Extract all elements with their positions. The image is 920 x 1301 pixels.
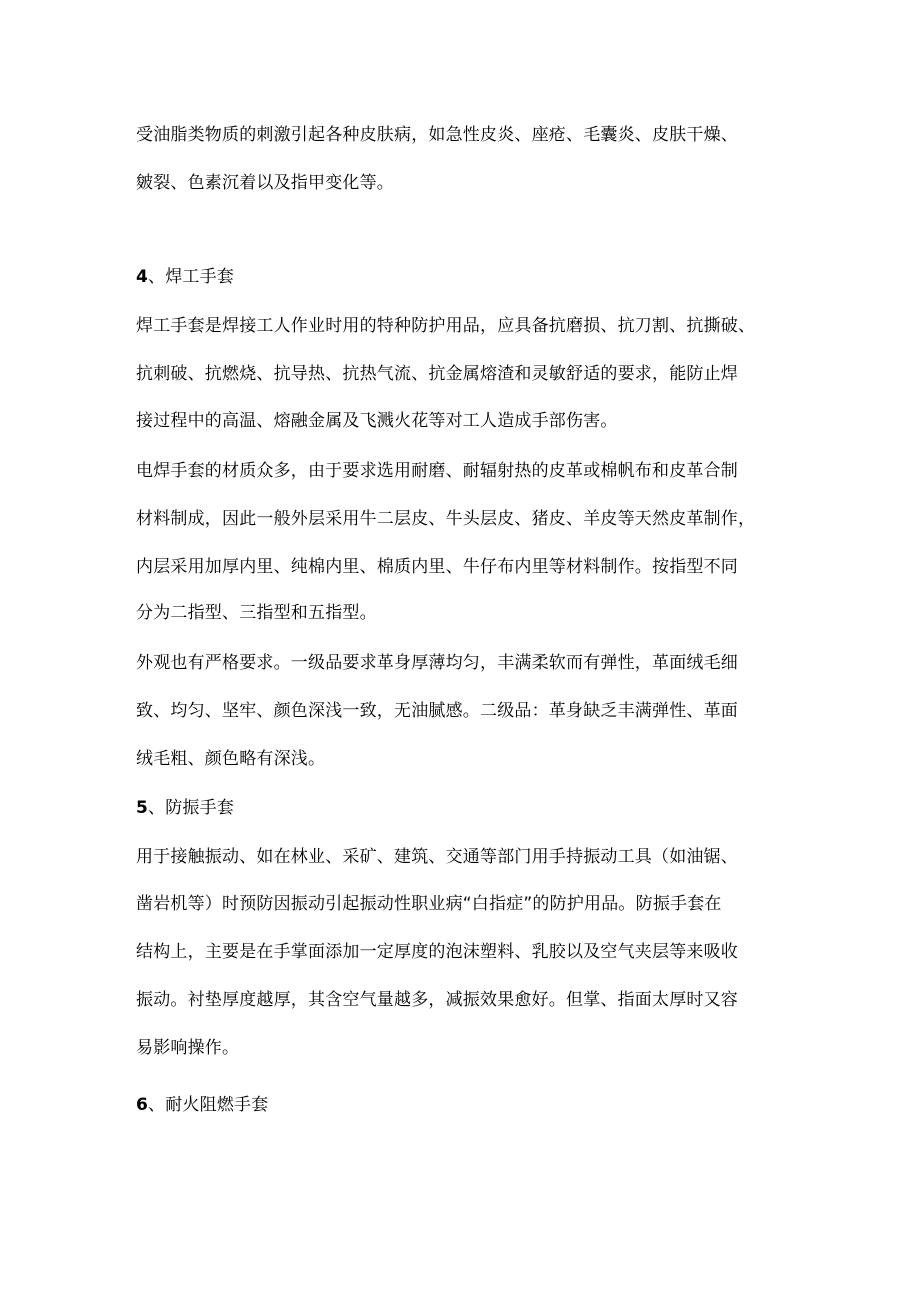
paragraph-line: 分为二指型、三指型和五指型。 xyxy=(136,603,377,623)
paragraph-line: 结构上，主要是在手掌面添加一定厚度的泡沫塑料、乳胶以及空气夹层等来吸收 xyxy=(136,942,738,962)
paragraph-line: 受油脂类物质的刺激引起各种皮肤病，如急性皮炎、座疮、毛囊炎、皮肤干燥、 xyxy=(136,125,738,145)
section-heading-5 xyxy=(136,796,234,820)
paragraph-line: 用于接触振动、如在林业、采矿、建筑、交通等部门用手持振动工具（如油锯、 xyxy=(136,847,738,867)
section-number: 6 xyxy=(136,1095,149,1115)
paragraph-line: 振动。衬垫厚度越厚，其含空气量越多，减振效果愈好。但掌、指面太厚时又容 xyxy=(136,990,738,1010)
paragraph-line: 抗刺破、抗燃烧、抗导热、抗热气流、抗金属熔渣和灵敏舒适的要求，能防止焊 xyxy=(136,364,738,384)
paragraph-line: 接过程中的高温、熔融金属及飞溅火花等对工人造成手部伤害。 xyxy=(136,411,618,431)
section-heading-6 xyxy=(136,1093,268,1117)
section-heading-4 xyxy=(136,265,234,289)
paragraph-line: 皴裂、色素沉着以及指甲变化等。 xyxy=(136,173,394,193)
paragraph-line: 外观也有严格要求。一级品要求革身厚薄均匀，丰满柔软而有弹性，革面绒毛细 xyxy=(136,653,738,673)
section-title: 、焊工手套 xyxy=(148,267,235,287)
paragraph-line: 致、均匀、坚牢、颜色深浅一致，无油腻感。二级品：革身缺乏丰满弹性、革面 xyxy=(136,701,738,721)
paragraph-line: 焊工手套是焊接工人作业时用的特种防护用品，应具备抗磨损、抗刀割、抗撕破、 xyxy=(136,316,756,336)
section-number: 5 xyxy=(136,798,149,818)
section-title: 、耐火阻燃手套 xyxy=(148,1095,269,1115)
paragraph-line: 凿岩机等）时预防因振动引起振动性职业病“白指症”的防护用品。防振手套在 xyxy=(136,894,722,914)
section-title: 、防振手套 xyxy=(148,798,235,818)
paragraph-line: 电焊手套的材质众多，由于要求选用耐磨、耐辐射热的皮革或棉帆布和皮革合制 xyxy=(136,461,738,481)
paragraph-line: 内层采用加厚内里、纯棉内里、棉质内里、牛仔布内里等材料制作。按指型不同 xyxy=(136,557,738,577)
paragraph-line: 材料制成，因此一般外层采用牛二层皮、牛头层皮、猪皮、羊皮等天然皮革制作， xyxy=(136,509,756,529)
section-number: 4 xyxy=(136,267,149,287)
paragraph-line: 易影响操作。 xyxy=(136,1038,240,1058)
paragraph-line: 绒毛粗、颜色略有深浅。 xyxy=(136,749,326,769)
